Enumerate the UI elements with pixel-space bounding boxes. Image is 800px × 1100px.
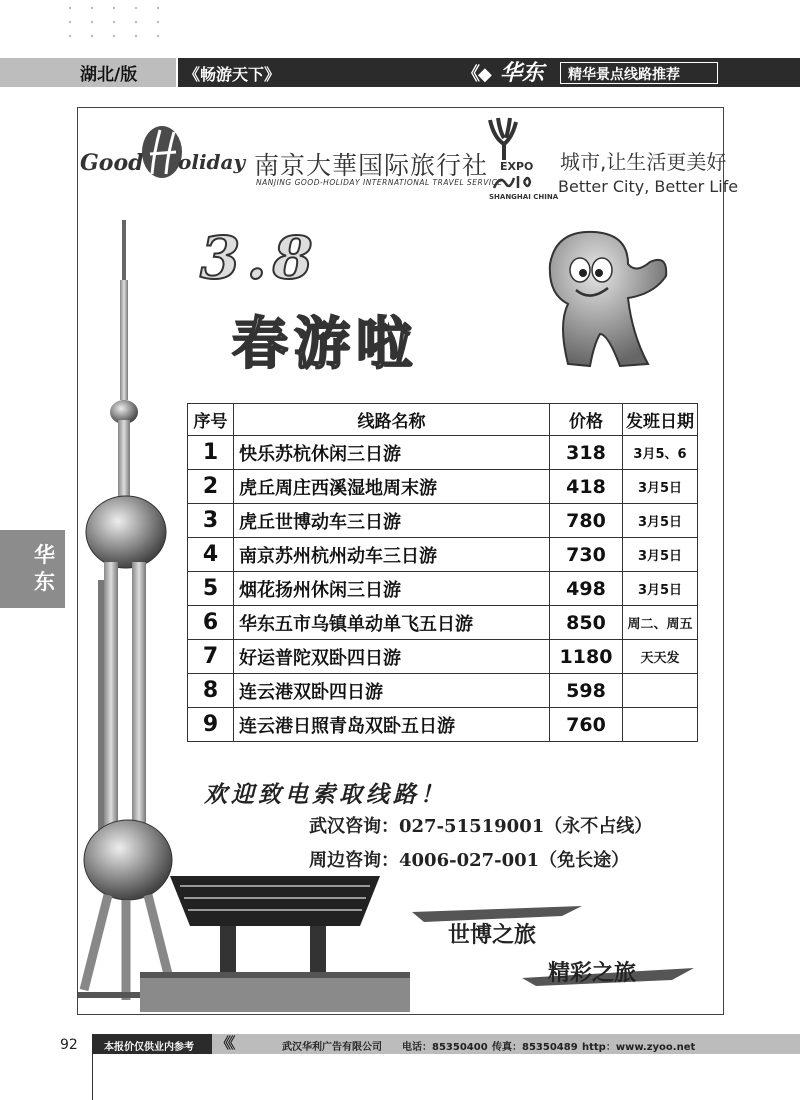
col-header-route: 线路名称 — [234, 404, 550, 436]
row-route: 南京苏州杭州动车三日游 — [234, 538, 550, 572]
haibao-mascot-illustration — [528, 224, 676, 370]
table-header-row — [188, 404, 698, 436]
logo-good-text: Good — [80, 150, 144, 176]
table-row — [188, 674, 698, 708]
phone-wuhan: 武汉咨询：027-51519001（永不占线） — [309, 816, 653, 837]
footer-company: 武汉华利广告有限公司 — [282, 1042, 382, 1053]
footer-website: http：www.zyoo.net — [582, 1042, 696, 1053]
header-column-title: 《畅游天下》 — [184, 65, 281, 84]
row-no: 9 — [188, 708, 234, 742]
row-price: 498 — [550, 572, 623, 606]
col-header-price: 价格 — [550, 404, 623, 436]
row-price: 1180 — [550, 640, 623, 674]
expo-slogan-cn: 城市,让生活更美好 — [560, 150, 727, 174]
table-row — [188, 504, 698, 538]
header-arrow-icon: 《◆ — [462, 64, 490, 85]
dot-grid-decoration — [60, 0, 170, 50]
header-region-label: 湖北/版 — [80, 65, 138, 85]
row-no: 6 — [188, 606, 234, 640]
footer-arrow-icon: 《《 — [216, 1034, 233, 1052]
phone-nearby: 周边咨询：4006-027-001（免长途） — [309, 850, 630, 871]
table-row — [188, 708, 698, 742]
footer-divider — [92, 1054, 93, 1100]
side-tab-label: 华东 — [34, 543, 55, 594]
row-route: 好运普陀双卧四日游 — [234, 640, 550, 674]
row-no: 1 — [188, 436, 234, 470]
row-price: 318 — [550, 436, 623, 470]
row-date: 周二、周五 — [623, 606, 698, 640]
row-no: 7 — [188, 640, 234, 674]
row-no: 4 — [188, 538, 234, 572]
page-number: 92 — [60, 1037, 78, 1053]
route-table — [187, 403, 698, 742]
row-no: 5 — [188, 572, 234, 606]
headline-date: 3.8 — [200, 224, 319, 292]
row-price: 730 — [550, 538, 623, 572]
row-price: 780 — [550, 504, 623, 538]
table-row — [188, 538, 698, 572]
expo-city-text: SHANGHAI CHINA — [489, 193, 559, 201]
expo-text: EXPO — [500, 160, 534, 173]
expo-emblem-icon — [484, 114, 528, 162]
row-date: 3月5日 — [623, 504, 698, 538]
header-subtitle: 精华景点线路推荐 — [568, 67, 680, 83]
expo-2010-mark-icon — [492, 172, 532, 192]
row-date: 天天发 — [623, 640, 698, 674]
table-row — [188, 606, 698, 640]
row-route: 烟花扬州休闲三日游 — [234, 572, 550, 606]
col-header-date: 发班日期 — [623, 404, 698, 436]
slogan-expo-trip: 世博之旅 — [448, 923, 537, 948]
row-route: 华东五市乌镇单动单飞五日游 — [234, 606, 550, 640]
row-no: 8 — [188, 674, 234, 708]
row-date: 3月5日 — [623, 470, 698, 504]
row-date — [623, 708, 698, 742]
row-date: 3月5、6 — [623, 436, 698, 470]
row-route: 连云港双卧四日游 — [234, 674, 550, 708]
table-row — [188, 572, 698, 606]
row-date: 3月5日 — [623, 538, 698, 572]
header-area-title: 华东 — [500, 60, 545, 86]
row-date — [623, 674, 698, 708]
footer-fax: 传真：85350489 — [492, 1042, 578, 1053]
row-date: 3月5日 — [623, 572, 698, 606]
slogan-wonderful-trip: 精彩之旅 — [548, 961, 637, 986]
footer-note: 本报价仅供业内参考 — [104, 1042, 194, 1053]
agency-name-en: NANJING GOOD-HOLIDAY INTERNATIONAL TRAVEL SERVICE — [256, 178, 503, 187]
col-header-no: 序号 — [188, 404, 234, 436]
expo-slogan-en: Better City, Better Life — [558, 177, 739, 196]
table-row — [188, 470, 698, 504]
table-row — [188, 436, 698, 470]
headline-title: 春游啦 — [232, 312, 418, 377]
row-no: 2 — [188, 470, 234, 504]
china-pavilion-illustration — [140, 866, 410, 1012]
table-row — [188, 640, 698, 674]
row-route: 快乐苏杭休闲三日游 — [234, 436, 550, 470]
logo-holiday-text: oliday — [178, 150, 246, 174]
agency-name-cn: 南京大華国际旅行社 — [254, 151, 489, 180]
row-route: 虎丘周庄西溪湿地周末游 — [234, 470, 550, 504]
row-route: 连云港日照青岛双卧五日游 — [234, 708, 550, 742]
row-price: 418 — [550, 470, 623, 504]
footer-tel: 电话：85350400 — [402, 1042, 488, 1053]
row-price: 760 — [550, 708, 623, 742]
welcome-call-text: 欢迎致电索取线路！ — [204, 782, 447, 808]
row-no: 3 — [188, 504, 234, 538]
row-price: 850 — [550, 606, 623, 640]
row-price: 598 — [550, 674, 623, 708]
row-route: 虎丘世博动车三日游 — [234, 504, 550, 538]
